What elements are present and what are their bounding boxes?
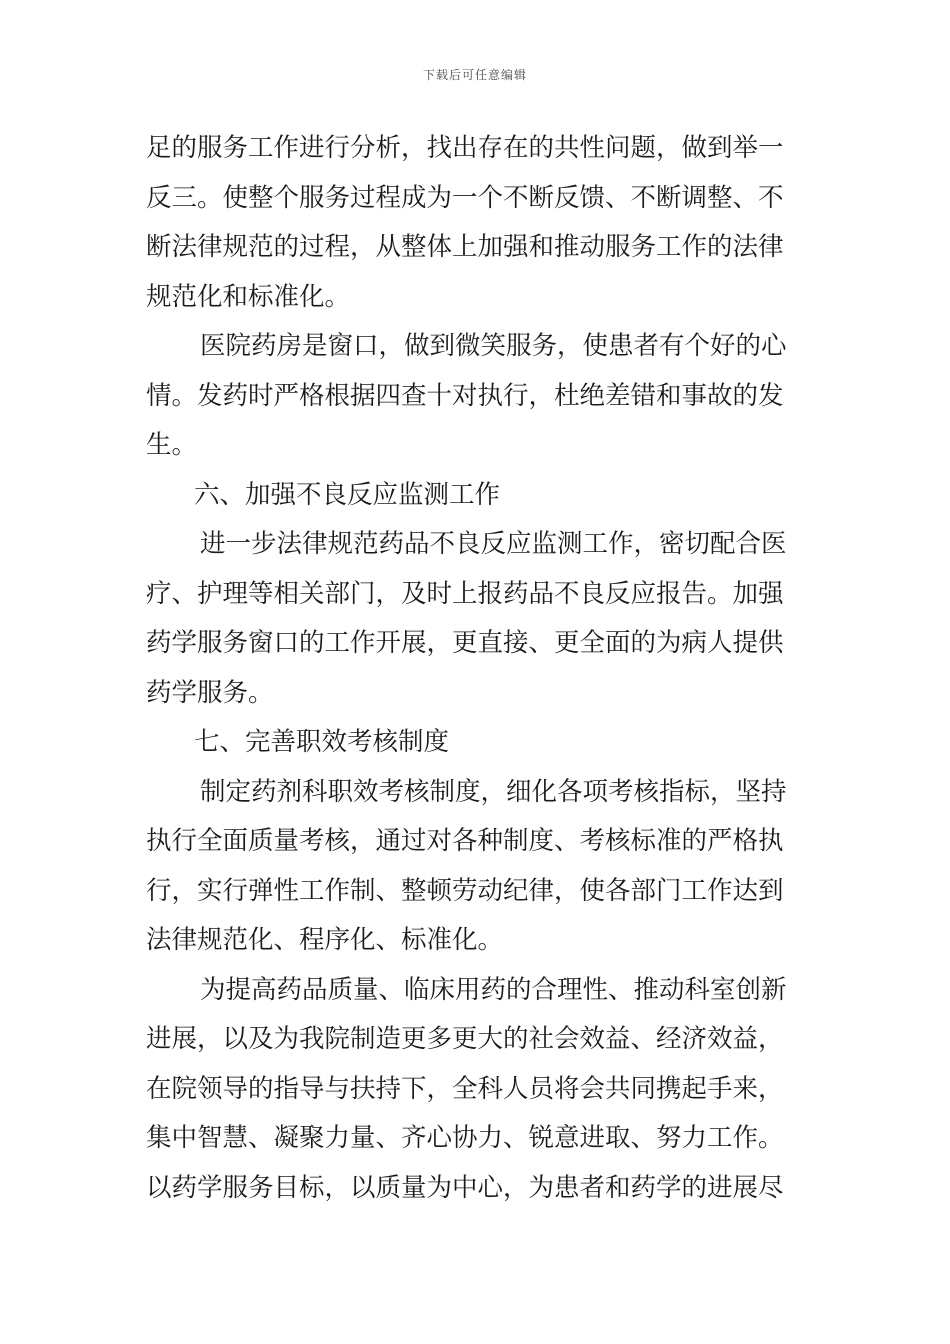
text-line: 断法律规范的过程，从整体上加强和推动服务工作的法律 [146, 232, 784, 262]
text-line: 反三。使整个服务过程成为一个不断反馈、不断调整、不 [146, 182, 784, 213]
text-line: 在院领导的指导与扶持下，全科人员将会共同携起手来， [146, 1073, 784, 1104]
text-line: 生。 [146, 430, 198, 460]
document-body [146, 124, 806, 1213]
text-line: 以药学服务目标，以质量为中心，为患者和药学的进展尽 [146, 1172, 784, 1203]
paragraph-first-line: 医院药房是窗口，做到微笑服务，使患者有个好的心 [200, 331, 787, 361]
text-line: 进展，以及为我院制造更多更大的社会效益、经济效益， [146, 1024, 784, 1054]
section-heading-6: 六、加强不良反应监测工作 [194, 479, 501, 510]
text-line: 药学服务窗口的工作开展，更直接、更全面的为病人提供 [146, 628, 784, 658]
paragraph-first-line: 为提高药品质量、临床用药的合理性、推动科室创新 [200, 974, 787, 1005]
paragraph-first-line: 进一步法律规范药品不良反应监测工作，密切配合医 [200, 529, 787, 559]
text-line: 行，实行弹性工作制、整顿劳动纪律，使各部门工作达到 [146, 875, 784, 906]
text-line: 疗、护理等相关部门，及时上报药品不良反应报告。加强 [146, 578, 784, 609]
section-heading-7: 七、完善职效考核制度 [194, 727, 450, 757]
text-line: 执行全面质量考核，通过对各种制度、考核标准的严格执 [146, 826, 784, 856]
paragraph-first-line: 制定药剂科职效考核制度，细化各项考核指标，坚持 [200, 776, 787, 807]
text-line: 集中智慧、凝聚力量、齐心协力、锐意进取、努力工作。 [146, 1123, 784, 1153]
text-line: 足的服务工作进行分析，找出存在的共性问题，做到举一 [146, 133, 784, 163]
page-header: 下载后可任意编辑 [422, 68, 527, 82]
text-line: 规范化和标准化。 [146, 281, 351, 312]
text-line: 情。发药时严格根据四查十对执行，杜绝差错和事故的发 [146, 380, 784, 411]
text-line: 药学服务。 [146, 677, 274, 708]
text-line: 法律规范化、程序化、标准化。 [146, 925, 504, 955]
